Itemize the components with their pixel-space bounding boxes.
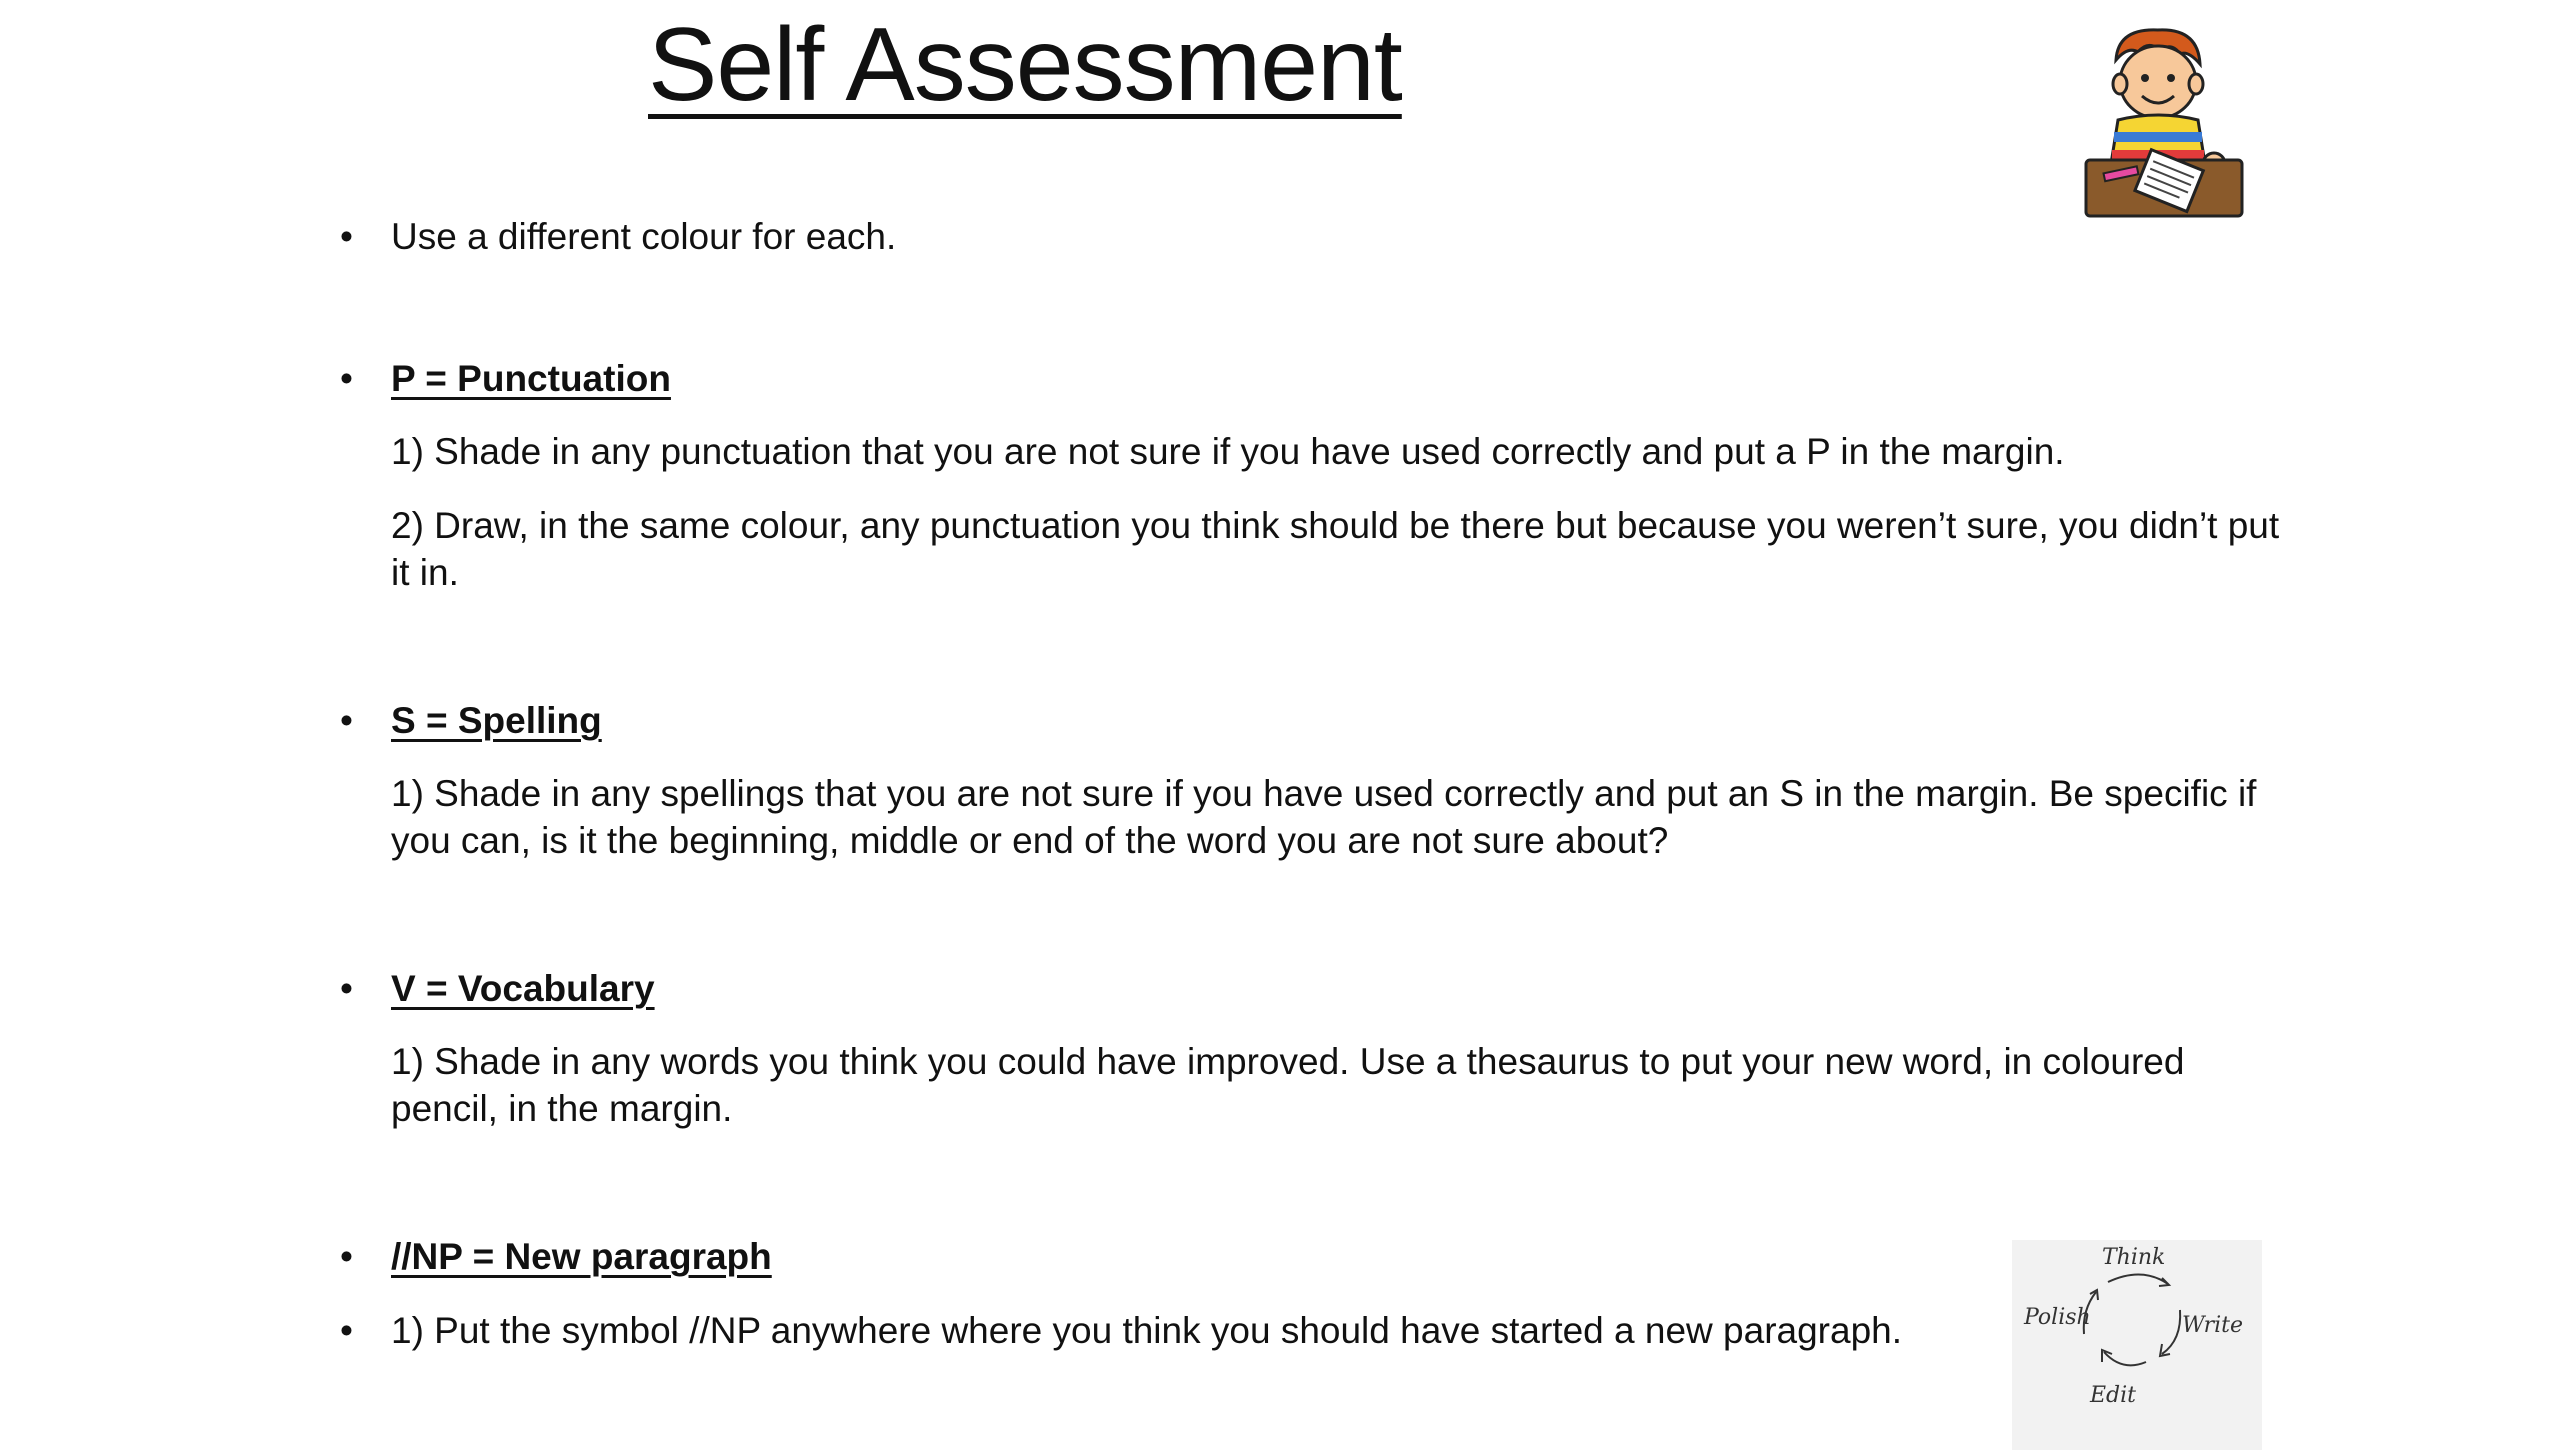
bullet-marker: • (340, 968, 353, 1009)
bullet-marker: • (340, 1310, 353, 1351)
bullet-marker: • (340, 216, 353, 257)
intro-text: Use a different colour for each. (391, 216, 897, 257)
new-paragraph-item-1: 1) Put the symbol //NP anywhere where you think you should have started a new paragraph. (391, 1310, 1903, 1351)
cycle-label-edit: Edit (2090, 1383, 2137, 1408)
punctuation-item-2: 2) Draw, in the same colour, any punctuation you think should be there but because you weren’t sure, you didn’t put it in. (391, 505, 2280, 593)
cycle-arrow-think-write (2108, 1274, 2168, 1284)
spelling-item-1: 1) Shade in any spellings that you are not sure if you have used correctly and put an S in the margin. Be specific if you can, is it the beginning, middle or end of the word you are not sure about? (391, 773, 2257, 861)
spelling-heading: S = Spelling (391, 700, 602, 741)
bullet-marker: • (340, 358, 353, 399)
bullet-marker: • (340, 700, 353, 741)
cycle-label-polish: Polish (2024, 1305, 2091, 1330)
punctuation-item-1: 1) Shade in any punctuation that you are not sure if you have used correctly and put a P in the margin. (391, 431, 2065, 472)
bullet-marker: • (340, 1236, 353, 1277)
cycle-label-think: Think (2102, 1245, 2166, 1270)
writing-cycle-illustration (2012, 1240, 2262, 1450)
new-paragraph-heading: //NP = New paragraph (391, 1236, 772, 1277)
writing-cycle-icon (2012, 1240, 2262, 1440)
vocabulary-heading: V = Vocabulary (391, 968, 655, 1009)
slide-title: Self Assessment (648, 7, 1402, 123)
cycle-arrow-write-edit (2162, 1310, 2180, 1354)
student-writing-icon (2068, 20, 2248, 220)
cycle-label-write: Write (2182, 1313, 2244, 1338)
student-writing-illustration (2068, 20, 2248, 220)
vocabulary-item-1: 1) Shade in any words you think you could have improved. Use a thesaurus to put your new word, in coloured pencil, in the margin. (391, 1041, 2185, 1129)
punctuation-heading: P = Punctuation (391, 358, 671, 399)
